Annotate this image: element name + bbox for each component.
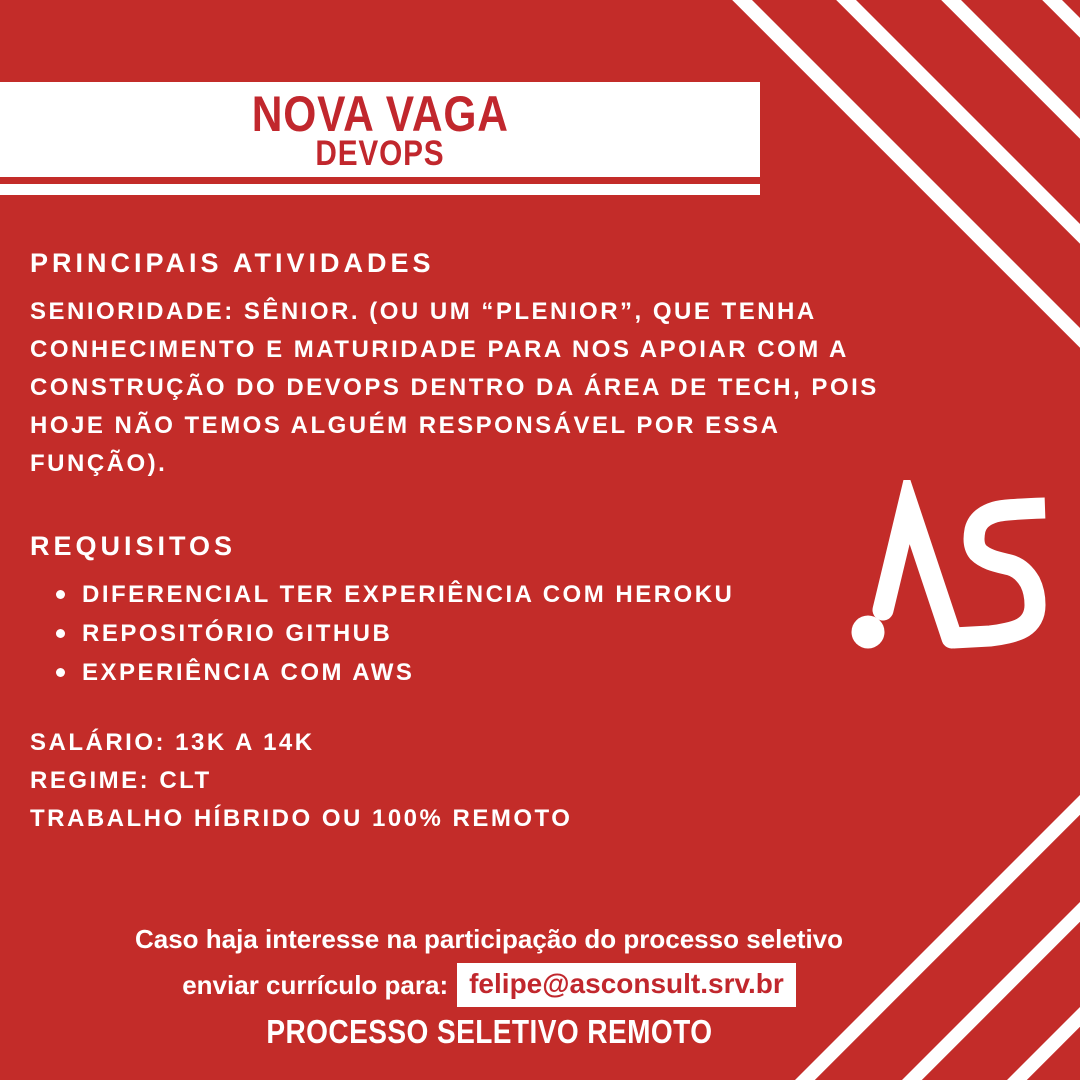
footer-apply-prefix: enviar currículo para: — [182, 969, 449, 1000]
footer-interest-text: Caso haja interesse na participação do processo seletivo — [134, 924, 844, 954]
list-item — [56, 575, 734, 614]
list-item-label: EXPERIÊNCIA COM AWS — [82, 658, 415, 686]
regime-line: REGIME: CLT — [30, 767, 212, 794]
footer-process-label: PROCESSO SELETIVO REMOTO — [265, 1013, 713, 1050]
section-condicoes — [30, 724, 572, 838]
as-consult-logo — [850, 480, 1060, 660]
section-heading: REQUISITOS — [30, 531, 237, 561]
logo-dot — [852, 616, 885, 649]
bullet-icon — [56, 629, 65, 638]
list-item — [56, 614, 734, 653]
footer-process-text — [0, 1013, 978, 1051]
paragraph-line: HOJE NÃO TEMOS ALGUÉM RESPONSÁVEL POR ESSA — [30, 412, 781, 439]
section-requisitos — [30, 531, 734, 692]
section-heading: PRINCIPAIS ATIVIDADES — [30, 248, 435, 278]
logo-letter-a — [883, 506, 952, 638]
application-email[interactable]: felipe@asconsult.srv.br — [457, 963, 796, 1007]
bullet-icon — [56, 590, 65, 599]
footer-apply-row — [0, 963, 978, 1007]
list-item-label: DIFERENCIAL TER EXPERIÊNCIA COM HEROKU — [82, 580, 735, 608]
section-principais-atividades — [30, 248, 879, 483]
vacancy-title: NOVA VAGA — [251, 85, 509, 142]
list-item-label: REPOSITÓRIO GITHUB — [82, 619, 393, 647]
banner-underline — [0, 184, 760, 195]
logo-letter-s — [953, 508, 1045, 638]
paragraph-line: CONSTRUÇÃO DO DEVOPS DENTRO DA ÁREA DE TECH, POIS — [30, 374, 879, 401]
paragraph-line: CONHECIMENTO E MATURIDADE PARA NOS APOIAR COM A — [30, 336, 849, 363]
vacancy-role: DEVOPS — [315, 133, 445, 173]
list-item — [56, 653, 734, 692]
salary-line: SALÁRIO: 13K A 14K — [30, 729, 315, 756]
footer — [0, 922, 978, 1051]
work-mode-line: TRABALHO HÍBRIDO OU 100% REMOTO — [30, 805, 573, 832]
paragraph-line: FUNÇÃO). — [30, 450, 168, 477]
bullet-icon — [56, 668, 65, 677]
paragraph-line: SENIORIDADE: SÊNIOR. (OU UM “PLENIOR”, QUE TENHA — [30, 298, 817, 325]
header-banner — [0, 82, 760, 177]
